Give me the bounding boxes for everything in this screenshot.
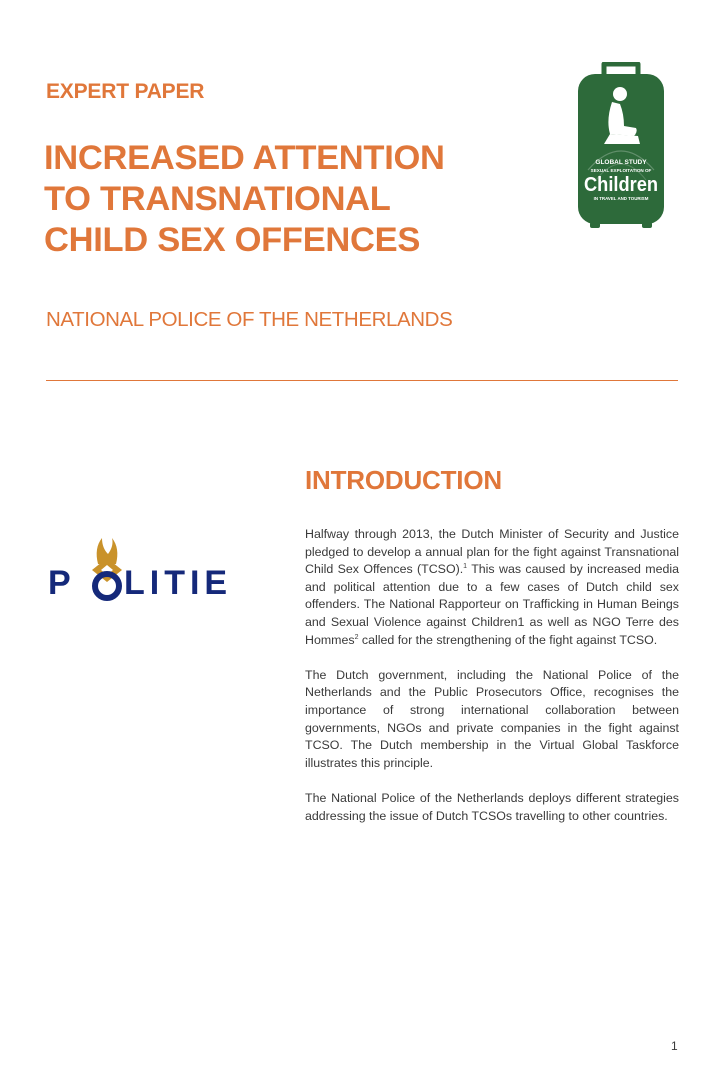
suitcase-handle-icon — [604, 64, 638, 74]
introduction-body — [305, 526, 679, 843]
paragraph-1: Halfway through 2013, the Dutch Minister of Security and Justice pledged to develop a annual plan for the fight against Transnational Child Sex Offences (TCSO).$^1$ This was caused by increased media and political attention due to a few cases of Dutch child sex offenders. The National Rapporteur on Trafficking in Human Beings and Sexual Violence against Children1 as well as NGO Terre des Hommes$^2$ called for the strengthening of the fight against TCSO. — [305, 527, 679, 647]
title-line-2: TO TRANSNATIONAL — [44, 180, 391, 218]
logo-text-sexual-exploitation: SEXUAL EXPLOITATION OF — [590, 168, 652, 173]
police-badge-icon — [92, 538, 122, 598]
header-divider — [46, 380, 678, 381]
politie-letters: LITIE — [124, 564, 233, 602]
document-kicker: EXPERT PAPER — [46, 80, 205, 103]
document-title — [44, 138, 524, 261]
logo-text-travel-tourism: IN TRAVEL AND TOURISM — [593, 196, 649, 201]
title-line-1: INCREASED ATTENTION — [44, 139, 445, 177]
footnote-ref-1[interactable]: 1 — [463, 563, 468, 571]
paragraph-3: The National Police of the Netherlands deploys different strategies addressing the issue of Dutch TCSOs travelling to other countries. — [305, 790, 679, 823]
logo-text-children: Children — [584, 174, 658, 196]
paragraph-2: The Dutch government, including the National Police of the Netherlands and the Public Prosecutors Office, recognises the importance of strong international collaboration between governments, NGOs and private companies in the fight against TCSO. The Dutch membership in the Virtual Global Taskforce illustrates this principle. — [305, 667, 679, 770]
page-number: 1 — [671, 1039, 678, 1053]
logo-text-global-study: GLOBAL STUDY — [595, 159, 647, 166]
politie-logo — [48, 534, 248, 604]
title-line-3: CHILD SEX OFFENCES — [44, 221, 421, 259]
section-title-introduction: INTRODUCTION — [305, 465, 502, 495]
global-study-logo — [576, 62, 666, 230]
politie-letter-p: P — [48, 564, 71, 602]
footnote-ref-2[interactable]: 2 — [354, 633, 359, 641]
document-subtitle: NATIONAL POLICE OF THE NETHERLANDS — [46, 308, 453, 331]
